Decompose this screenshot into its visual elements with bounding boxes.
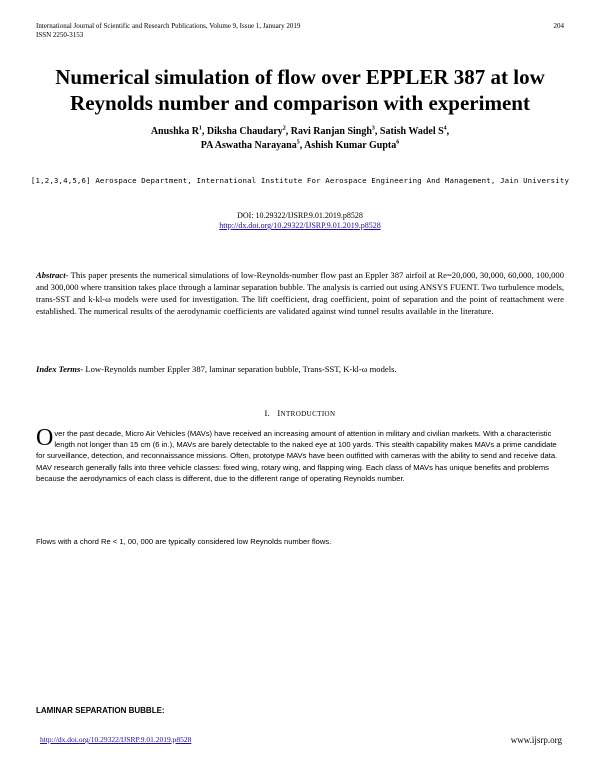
page-number: 204 [553, 22, 564, 30]
doi-block [20, 211, 580, 231]
intro-paragraph [36, 425, 564, 484]
author-sup: 1 [198, 125, 202, 132]
paper-title [20, 64, 580, 116]
journal-header [36, 22, 300, 40]
low-re-paragraph: Flows with a chord Re < 1, 00, 000 are typically considered low Reynolds number flows. [36, 537, 332, 546]
doi-link[interactable]: http://dx.doi.org/10.29322/IJSRP.9.01.2019.p8528 [219, 221, 381, 230]
author-sup: 6 [396, 139, 400, 146]
issn: ISSN 2250-3153 [36, 31, 84, 39]
title-line-2: Reynolds number and comparison with experiment [70, 91, 530, 115]
author-name: Ravi Ranjan Singh [290, 126, 372, 137]
dropcap: O [36, 425, 54, 451]
author-line-2: PA Aswatha Narayana$^5$, Ashish Kumar Gupta$^6$ [200, 139, 400, 151]
author-sup: 3 [371, 125, 375, 132]
author-name: Anushka R [150, 126, 199, 137]
section-title-initial: I [277, 408, 281, 418]
index-terms-label: Index Terms [36, 364, 81, 374]
journal-line: International Journal of Scientific and Research Publications, Volume 9, Issue 1, January 2019 [36, 22, 301, 30]
section-numeral: I. [264, 408, 271, 418]
author-sup: 5 [296, 139, 300, 146]
footer-site: www.ijsrp.org [510, 735, 562, 745]
author-line-1: Anushka $R^1$, Diksha Chaudary$^2$, Ravi Ranjan Singh$^3$, Satish Wadel $S^4$, [150, 125, 450, 137]
section-title-rest: NTRODUCTION [280, 410, 336, 418]
index-terms-text: - Low-Reynolds number Eppler 387, laminar separation bubble, Trans-SST, K-kl-ω models. [80, 364, 397, 374]
author-name: Ashish Kumar Gupta [304, 140, 397, 151]
author-name: Diksha Chaudary [206, 126, 283, 137]
section-heading [20, 408, 580, 418]
footer-link[interactable]: http://dx.doi.org/10.29322/IJSRP.9.01.2019.p8528 [40, 735, 192, 744]
author-sup: 2 [282, 125, 286, 132]
doi-text: DOI: 10.29322/IJSRP.9.01.2019.p8528 [237, 211, 363, 220]
affiliation: [1,2,3,4,5,6] Aerospace Department, International Institute For Aerospace Engineering And Management, Jain University [30, 176, 570, 185]
subheading: LAMINAR SEPARATION BUBBLE: [36, 706, 165, 715]
abstract-text: This paper presents the numerical simulations of low-Reynolds-number flow past an Eppler 387 airfoil at Re=20,000, 30,000, 60,000, 100,000 and 300,000 where transition takes place through a laminar separation bubble. The analysis is carried out using ANSYS FUENT. Two turbulence models, trans-SST and k-kl-ω models were used for investigation. The lift coefficient, drag coefficient, point of separation and the point of reattachment were established. The numerical results of the aerodynamic coefficients are validated against wind tunnel results available in the literature. [36, 270, 564, 316]
index-terms [36, 363, 564, 375]
abstract-label: Abstract- [36, 270, 69, 280]
author-name: PA Aswatha Narayana [200, 140, 297, 151]
author-list [20, 125, 580, 153]
abstract [36, 269, 564, 317]
author-name: Satish Wadel S [379, 126, 444, 137]
footer-link-wrap [40, 735, 191, 745]
title-line-1: Numerical simulation of flow over EPPLER 387 at low [55, 65, 545, 89]
author-sup: 4 [443, 125, 447, 132]
intro-text: ver the past decade, Micro Air Vehicles (MAVs) have received an increasing amount of attention in military and civilian markets. With a characteristic length not longer than 15 cm (6 in.), MAVs are barely detectable to the naked eye at 100 yards. This stealth capability makes MAVs a prime candidate for surveillance, detection, and reconnaissance missions. Often, prototype MAVs have been outfitted with cameras with the ability to send and receive data. MAV research generally falls into three vehicle classes: fixed wing, rotary wing, and flapping wing. Each class of MAVs has unique benefits and problems because the aerodynamics of each class is different, due to the different range of operating Reynolds number. [36, 429, 558, 483]
